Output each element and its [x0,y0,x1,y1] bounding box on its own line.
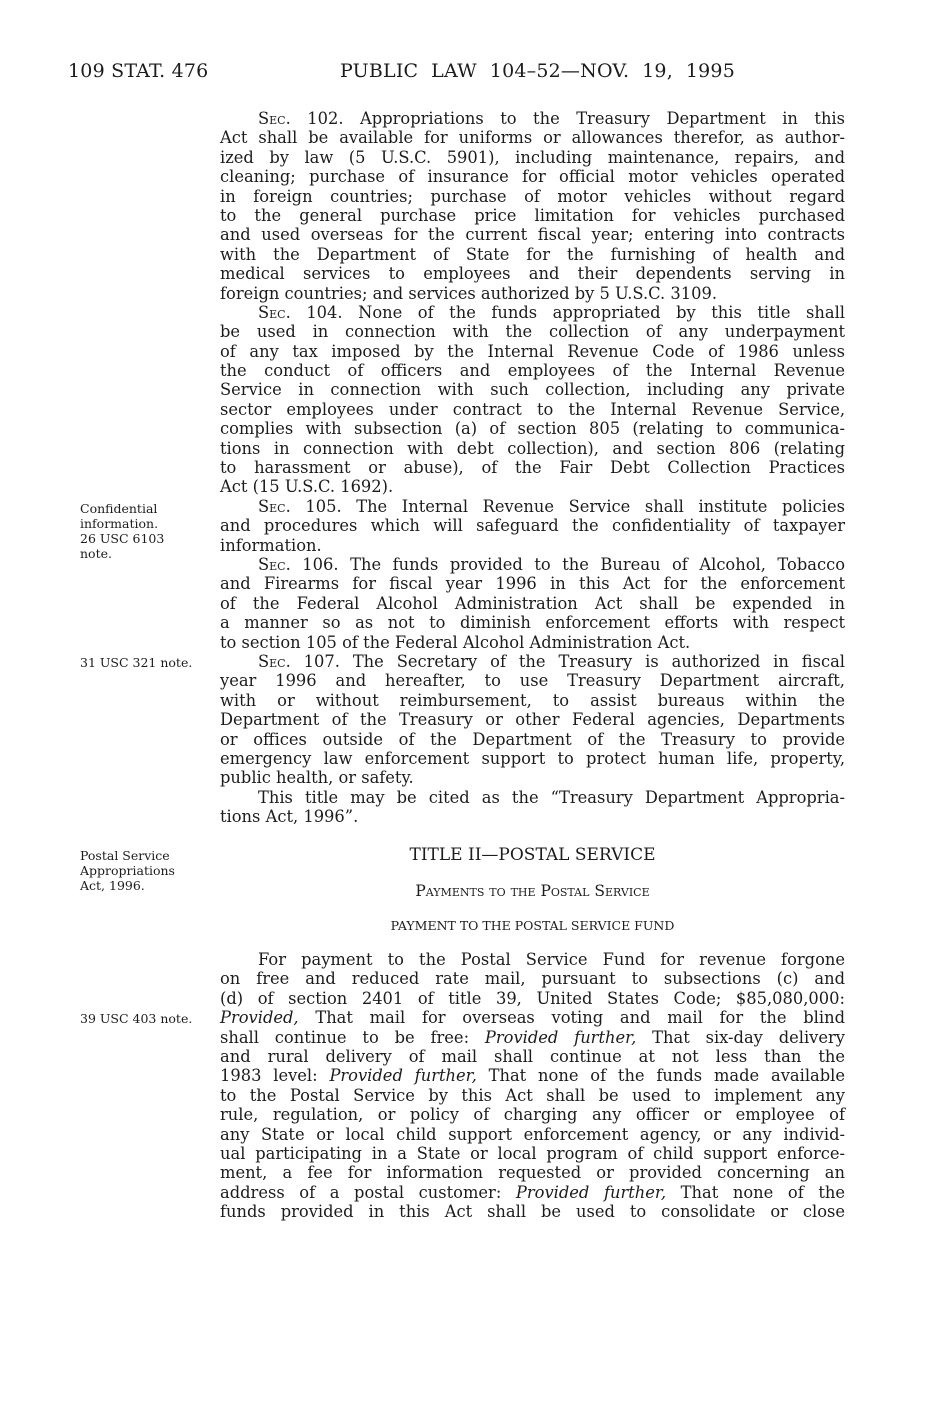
margin-note-line: Postal Service [80,848,170,863]
item-heading: PAYMENT TO THE POSTAL SERVICE FUND [390,918,675,933]
text-segment: tions in connection with debt collection), and section 806 (relating [220,438,845,458]
text-line [220,303,845,322]
treasury-sections [220,109,845,826]
text-segment: of the Federal Alcohol Administration Act shall be expended in [220,593,845,613]
text-line [220,1086,845,1105]
text-line [220,1028,845,1047]
text-line [220,691,845,710]
text-line [220,969,845,988]
text-line [220,730,845,749]
text-line [220,1202,845,1221]
text-segment: That six-day delivery [636,1027,846,1047]
text-line [220,613,845,632]
text-line [220,284,845,303]
text-line [220,458,845,477]
text-segment: address of a postal customer: [220,1182,516,1202]
text-segment: Service in connection with such collection, including any private [220,380,845,400]
text-segment: For payment to the Postal Service Fund for revenue forgone [258,950,845,969]
text-line [220,989,845,1008]
text-segment: or offices outside of the Department of the Treasury to provide [220,729,845,749]
text-segment: to the general purchase price limitation for vehicles purchased [220,205,845,225]
subtitle-heading: Payments to the Postal Service [415,882,650,900]
text-line [220,128,845,147]
text-line [220,788,845,807]
text-segment: 106. The funds provided to the Bureau of Alcohol, Tobacco [290,554,845,574]
text-segment: That none of the [666,1182,845,1202]
text-segment: 107. The Secretary of the Treasury is authorized in fiscal [290,651,845,671]
running-header: PUBLIC LAW 104–52—NOV. 19, 1995 [340,60,735,82]
text-segment: of any tax imposed by the Internal Revenue Code of 1986 unless [220,341,845,361]
proviso-text: Provided further, [329,1066,477,1086]
text-line [220,1183,845,1202]
section-label: Sec. [258,302,291,322]
margin-note-line: Act, 1996. [80,878,145,893]
margin-note-postal [80,848,175,893]
text-segment: any State or local child support enforcement agency, or any individ- [220,1124,845,1144]
text-segment: ment, a fee for information requested or provided concerning an [220,1163,845,1183]
text-line [220,342,845,361]
text-segment: cleaning; purchase of insurance for official motor vehicles operated [220,167,845,187]
text-line [220,950,845,969]
title-heading: TITLE II—POSTAL SERVICE [409,845,656,865]
text-line [220,380,845,399]
text-line [220,477,845,496]
text-line [220,807,845,826]
text-line [220,187,845,206]
text-line [220,264,845,283]
text-line [220,1066,845,1085]
text-line [220,361,845,380]
text-line [220,322,845,341]
margin-note-line: 31 USC 321 note. [80,655,193,670]
text-segment: 102. Appropriations to the Treasury Department in this [290,109,845,128]
text-segment: tions Act, 1996”. [220,807,359,827]
text-segment: information. [220,535,322,555]
text-segment: the conduct of officers and employees of the Internal Revenue [220,361,845,381]
margin-note-line: Confidential [80,501,158,516]
text-line [220,225,845,244]
text-segment: in foreign countries; purchase of motor vehicles without regard [220,186,845,206]
text-segment: to harassment or abuse), of the Fair Debt Collection Practices [220,458,845,478]
stat-page-number: 109 STAT. 476 [68,60,209,82]
margin-note-line: Appropriations [80,863,175,878]
text-line [220,516,845,535]
text-line [220,768,845,787]
margin-note-confidential [80,501,164,561]
text-line [220,148,845,167]
text-line [220,439,845,458]
text-line [220,109,845,128]
text-line [220,710,845,729]
text-line [220,1047,845,1066]
text-line [220,749,845,768]
margin-note-line: note. [80,546,112,561]
text-line [220,1105,845,1124]
text-line [220,245,845,264]
text-segment: medical services to employees and their dependents serving in [220,264,845,284]
text-segment: with the Department of State for the furnishing of health and [220,244,845,264]
text-segment: and Firearms for fiscal year 1996 in this Act for the enforcement [220,574,845,594]
text-segment: shall continue to be free: [220,1027,485,1047]
text-line [220,574,845,593]
text-line [220,1144,845,1163]
margin-note-line: information. [80,516,159,531]
text-line [220,1008,845,1027]
text-segment: and rural delivery of mail shall continue at not less than the [220,1046,845,1066]
text-segment: 104. None of the funds appropriated by this title shall [290,302,845,322]
text-segment: 105. The Internal Revenue Service shall institute policies [290,496,845,516]
text-line [220,555,845,574]
text-segment: be used in connection with the collection of any underpayment [220,322,845,342]
text-segment: ual participating in a State or local program of child support enforce- [220,1143,845,1163]
text-segment: public health, or safety. [220,768,414,788]
text-segment: complies with subsection (a) of section 805 (relating to communica- [220,419,845,439]
text-line [220,1163,845,1182]
text-segment: foreign countries; and services authorized by 5 U.S.C. 3109. [220,283,718,303]
margin-note-line: 39 USC 403 note. [80,1011,193,1026]
text-line [220,652,845,671]
text-line [220,536,845,555]
text-segment: rule, regulation, or policy of charging any officer or employee of [220,1105,845,1125]
proviso-text: Provided, [220,1008,299,1028]
proviso-text: Provided further, [484,1027,637,1047]
section-label: Sec. [258,554,291,574]
margin-note-31usc [80,655,192,670]
text-segment: Department of the Treasury or other Federal agencies, Departments [220,710,845,730]
text-line [220,167,845,186]
section-label: Sec. [258,109,291,128]
proviso-text: Provided further, [515,1182,667,1202]
text-segment: ized by law (5 U.S.C. 5901), including maintenance, repairs, and [220,147,845,167]
section-label: Sec. [258,651,291,671]
text-segment: emergency law enforcement support to protect human life, property, [220,748,845,768]
text-segment: That mail for overseas voting and mail for the blind [298,1008,845,1028]
text-segment: and procedures which will safeguard the confidentiality of taxpayer [220,516,845,536]
text-line [220,633,845,652]
postal-fund-paragraph [220,950,845,1221]
text-segment: Act (15 U.S.C. 1692). [220,477,394,497]
text-segment: 1983 level: [220,1066,330,1086]
margin-note-line: 26 USC 6103 [80,531,165,546]
section-label: Sec. [258,496,291,516]
margin-note-39usc [80,1011,192,1026]
text-segment: (d) of section 2401 of title 39, United States Code; $85,080,000: [220,988,845,1008]
text-line [220,419,845,438]
text-segment: a manner so as not to diminish enforcement efforts with respect [220,613,845,633]
text-segment: on free and reduced rate mail, pursuant to subsections (c) and [220,969,845,989]
text-line [220,1125,845,1144]
text-segment: and used overseas for the current fiscal year; entering into contracts [220,225,845,245]
text-line [220,671,845,690]
text-line [220,497,845,516]
text-segment: Act shall be available for uniforms or allowances therefor, as author- [220,128,845,148]
text-line [220,206,845,225]
text-segment: with or without reimbursement, to assist bureaus within the [220,690,845,710]
text-segment: funds provided in this Act shall be used to consolidate or close [220,1202,845,1222]
text-segment: to section 105 of the Federal Alcohol Administration Act. [220,632,691,652]
text-segment: That none of the funds made available [476,1066,845,1086]
text-segment: This title may be cited as the “Treasury Department Appropria- [258,787,845,807]
text-line [220,400,845,419]
text-segment: to the Postal Service by this Act shall be used to implement any [220,1085,845,1105]
text-segment: year 1996 and hereafter, to use Treasury Department aircraft, [220,671,845,691]
text-line [220,594,845,613]
text-segment: sector employees under contract to the Internal Revenue Service, [220,399,845,419]
